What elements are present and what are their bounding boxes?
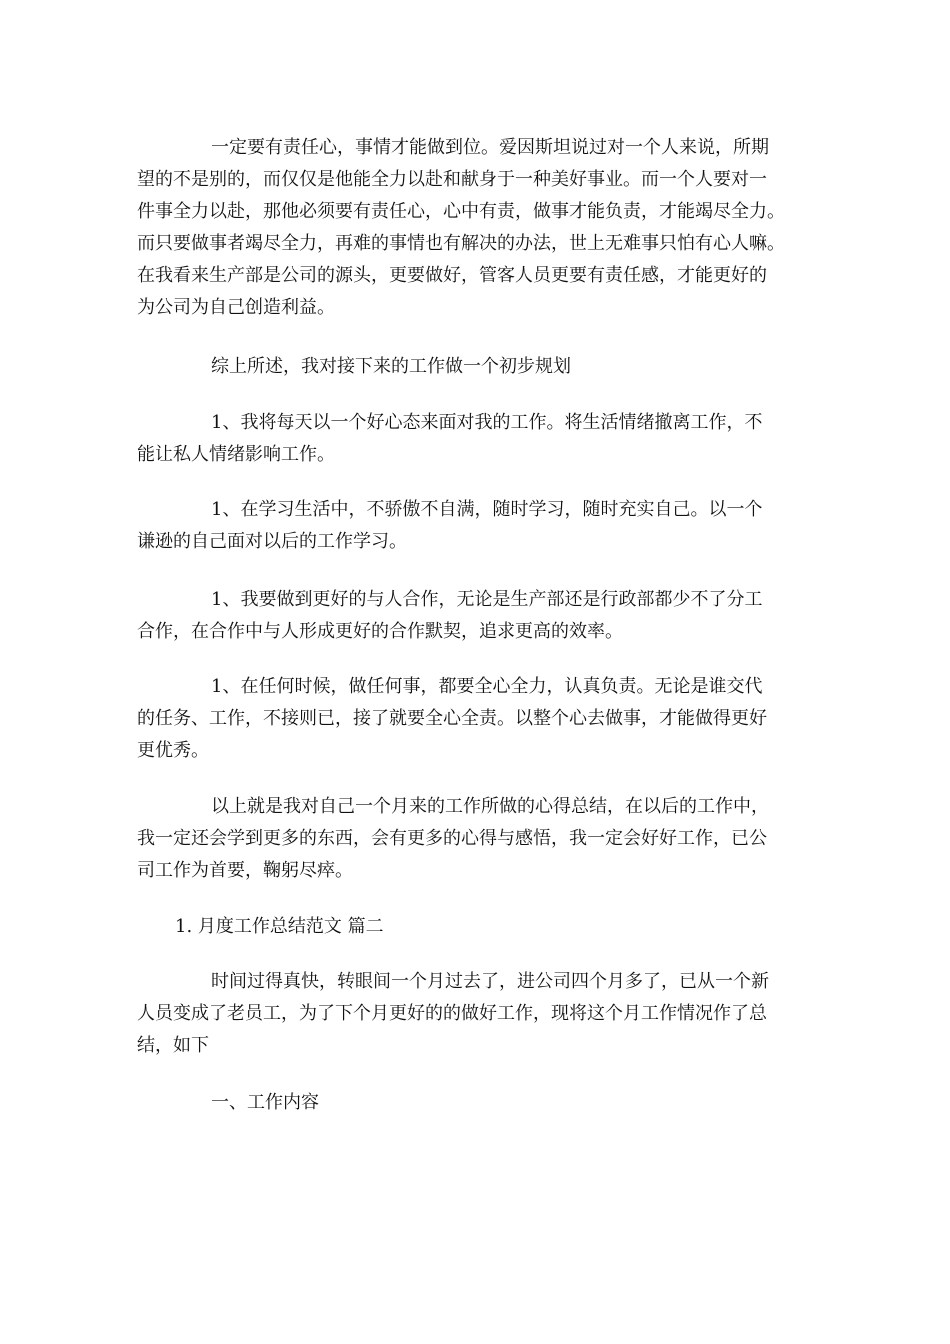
heading-text: 1. 月度工作总结范文 篇二 bbox=[175, 916, 384, 937]
text-line: 以上就是我对自己一个月来的工作所做的心得总结，在以后的工作中， bbox=[211, 796, 769, 817]
text-line: 望的不是别的，而仅仅是他能全力以赴和献身于一种美好事业。而一个人要对一 bbox=[137, 169, 767, 190]
paragraph-time-passes bbox=[137, 966, 813, 1062]
text-line: 1、在学习生活中，不骄傲不自满，随时学习，随时充实自己。以一个 bbox=[211, 499, 763, 520]
text-line: 的任务、工作，不接则已，接了就要全心全责。以整个心去做事，才能做得更好 bbox=[137, 708, 767, 729]
subheading-work-content bbox=[137, 1087, 813, 1119]
text-line: 在我看来生产部是公司的源头，更要做好，管客人员更要有责任感，才能更好的 bbox=[137, 265, 767, 286]
text-line: 人员变成了老员工，为了下个月更好的的做好工作，现将这个月工作情况作了总 bbox=[137, 1003, 767, 1024]
text-line: 1、在任何时候，做任何事，都要全心全力，认真负责。无论是谁交代 bbox=[211, 676, 763, 697]
text-line: 能让私人情绪影响工作。 bbox=[137, 444, 335, 465]
paragraph-plan-item bbox=[137, 494, 813, 558]
text-line: 综上所述，我对接下来的工作做一个初步规划 bbox=[211, 356, 571, 377]
text-line: 更优秀。 bbox=[137, 740, 209, 761]
text-line: 合作，在合作中与人形成更好的合作默契，追求更高的效率。 bbox=[137, 621, 623, 642]
text-line: 结，如下 bbox=[137, 1035, 209, 1056]
text-line: 一定要有责任心，事情才能做到位。爱因斯坦说过对一个人来说，所期 bbox=[211, 137, 769, 158]
paragraph-conclusion bbox=[137, 791, 813, 887]
paragraph-plan-item bbox=[137, 407, 813, 471]
paragraph-plan-item bbox=[137, 584, 813, 648]
text-line: 1、我将每天以一个好心态来面对我的工作。将生活情绪撤离工作，不 bbox=[211, 412, 763, 433]
text-line: 而只要做事者竭尽全力，再难的事情也有解决的办法，世上无难事只怕有心人嘛。 bbox=[137, 233, 785, 254]
text-line: 时间过得真快，转眼间一个月过去了，进公司四个月多了，已从一个新 bbox=[211, 971, 769, 992]
text-line: 1、我要做到更好的与人合作，无论是生产部还是行政部都少不了分工 bbox=[211, 589, 763, 610]
subheading-text: 一、工作内容 bbox=[211, 1092, 319, 1113]
text-line: 司工作为首要，鞠躬尽瘁。 bbox=[137, 860, 353, 881]
paragraph-summary-intro bbox=[137, 351, 813, 383]
section-heading bbox=[137, 911, 813, 943]
text-line: 我一定还会学到更多的东西，会有更多的心得与感悟，我一定会好好工作，已公 bbox=[137, 828, 767, 849]
text-line: 谦逊的自己面对以后的工作学习。 bbox=[137, 531, 407, 552]
text-line: 为公司为自己创造利益。 bbox=[137, 297, 335, 318]
paragraph-plan-item bbox=[137, 671, 813, 767]
paragraph-responsibility bbox=[137, 132, 813, 324]
text-line: 件事全力以赴，那他必须要有责任心，心中有责，做事才能负责，才能竭尽全力。 bbox=[137, 201, 785, 222]
